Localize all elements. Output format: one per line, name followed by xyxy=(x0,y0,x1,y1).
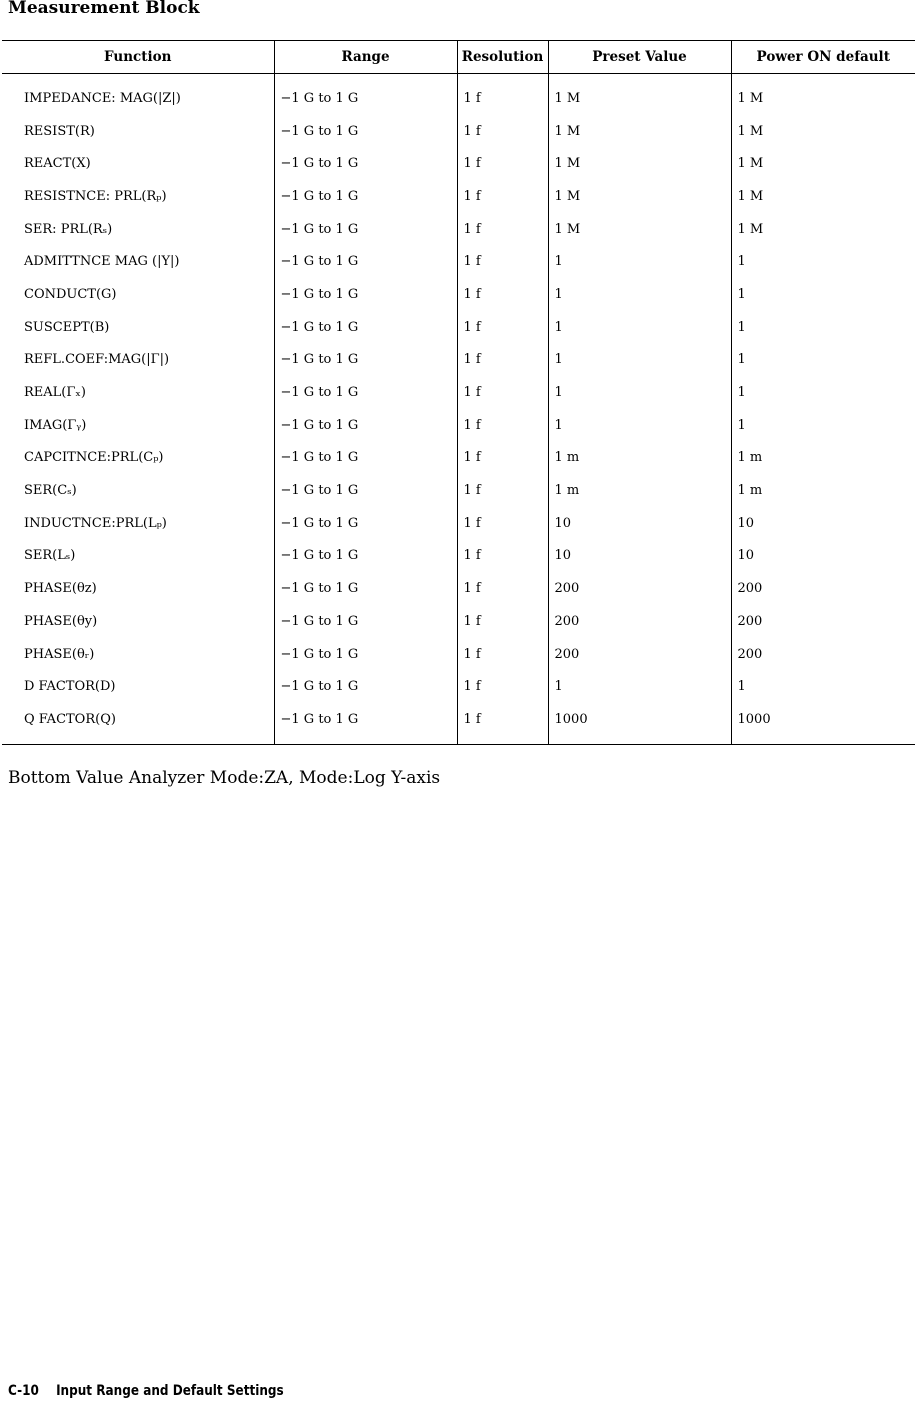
function-cell: RESIST(R) xyxy=(24,123,95,139)
table-row xyxy=(2,474,915,507)
table-row xyxy=(2,703,915,744)
range-cell: −1 G to 1 G xyxy=(274,278,457,311)
preset-value-cell: 1 xyxy=(548,245,731,278)
resolution-cell: 1 f xyxy=(457,572,548,605)
power-on-default-cell: 1 xyxy=(731,376,915,409)
resolution-cell: 1 f xyxy=(457,442,548,475)
column-header-function: Function xyxy=(2,41,274,74)
table-header-row xyxy=(2,41,915,74)
function-cell: PHASE(θᵣ) xyxy=(24,646,95,662)
column-header-resolution: Resolution xyxy=(457,41,548,74)
function-cell: INDUCTNCE:PRL(Lₚ) xyxy=(24,515,167,531)
range-cell: −1 G to 1 G xyxy=(274,147,457,180)
column-header-power-on-default: Power ON default xyxy=(731,41,915,74)
preset-value-cell: 1000 xyxy=(548,703,731,744)
range-cell: −1 G to 1 G xyxy=(274,638,457,671)
resolution-cell: 1 f xyxy=(457,147,548,180)
range-cell: −1 G to 1 G xyxy=(274,213,457,246)
page-footer xyxy=(8,1383,284,1399)
resolution-cell: 1 f xyxy=(457,638,548,671)
power-on-default-cell: 1 xyxy=(731,245,915,278)
table-row xyxy=(2,311,915,344)
function-cell: SER: PRL(Rₛ) xyxy=(24,221,113,237)
bottom-value-note: Bottom Value Analyzer Mode:ZA, Mode:Log Y-axis xyxy=(8,768,441,788)
range-cell: −1 G to 1 G xyxy=(274,74,457,115)
power-on-default-cell: 1 xyxy=(731,278,915,311)
resolution-cell: 1 f xyxy=(457,703,548,744)
function-cell: ADMITTNCE MAG (|Y|) xyxy=(24,254,180,270)
power-on-default-cell: 1000 xyxy=(731,703,915,744)
table-row xyxy=(2,540,915,573)
preset-value-cell: 1 M xyxy=(548,115,731,148)
function-cell: SUSCEPT(B) xyxy=(24,319,110,335)
section-title: Measurement Block xyxy=(8,0,200,18)
function-cell: CONDUCT(G) xyxy=(24,286,117,302)
range-cell: −1 G to 1 G xyxy=(274,442,457,475)
range-cell: −1 G to 1 G xyxy=(274,376,457,409)
power-on-default-cell: 1 M xyxy=(731,213,915,246)
range-cell: −1 G to 1 G xyxy=(274,409,457,442)
function-cell: PHASE(θz) xyxy=(24,581,97,597)
power-on-default-cell: 200 xyxy=(731,572,915,605)
preset-value-cell: 1 xyxy=(548,376,731,409)
power-on-default-cell: 10 xyxy=(731,507,915,540)
power-on-default-cell: 1 xyxy=(731,311,915,344)
function-cell: IMAG(Γᵧ) xyxy=(24,417,87,433)
preset-value-cell: 200 xyxy=(548,572,731,605)
range-cell: −1 G to 1 G xyxy=(274,703,457,744)
resolution-cell: 1 f xyxy=(457,507,548,540)
resolution-cell: 1 f xyxy=(457,670,548,703)
range-cell: −1 G to 1 G xyxy=(274,605,457,638)
chapter-title: Input Range and Default Settings xyxy=(56,1383,284,1399)
table-row xyxy=(2,245,915,278)
table-row xyxy=(2,74,915,115)
resolution-cell: 1 f xyxy=(457,311,548,344)
table-row xyxy=(2,213,915,246)
preset-value-cell: 1 M xyxy=(548,74,731,115)
power-on-default-cell: 1 xyxy=(731,670,915,703)
preset-value-cell: 1 M xyxy=(548,180,731,213)
function-cell: REAL(Γₓ) xyxy=(24,385,86,401)
preset-value-cell: 1 xyxy=(548,344,731,377)
function-cell: SER(Cₛ) xyxy=(24,483,77,499)
range-cell: −1 G to 1 G xyxy=(274,474,457,507)
table-row xyxy=(2,115,915,148)
resolution-cell: 1 f xyxy=(457,540,548,573)
table-row xyxy=(2,638,915,671)
resolution-cell: 1 f xyxy=(457,278,548,311)
range-cell: −1 G to 1 G xyxy=(274,507,457,540)
power-on-default-cell: 1 M xyxy=(731,180,915,213)
table-row xyxy=(2,147,915,180)
resolution-cell: 1 f xyxy=(457,180,548,213)
range-cell: −1 G to 1 G xyxy=(274,115,457,148)
power-on-default-cell: 10 xyxy=(731,540,915,573)
function-cell: REACT(X) xyxy=(24,156,91,172)
power-on-default-cell: 1 m xyxy=(731,474,915,507)
resolution-cell: 1 f xyxy=(457,245,548,278)
power-on-default-cell: 200 xyxy=(731,605,915,638)
table-row xyxy=(2,572,915,605)
range-cell: −1 G to 1 G xyxy=(274,245,457,278)
resolution-cell: 1 f xyxy=(457,213,548,246)
range-cell: −1 G to 1 G xyxy=(274,572,457,605)
preset-value-cell: 1 xyxy=(548,409,731,442)
resolution-cell: 1 f xyxy=(457,74,548,115)
table-row xyxy=(2,442,915,475)
preset-value-cell: 10 xyxy=(548,507,731,540)
table-row xyxy=(2,376,915,409)
preset-value-cell: 1 xyxy=(548,311,731,344)
column-header-range: Range xyxy=(274,41,457,74)
table-row xyxy=(2,344,915,377)
resolution-cell: 1 f xyxy=(457,605,548,638)
resolution-cell: 1 f xyxy=(457,376,548,409)
power-on-default-cell: 1 M xyxy=(731,115,915,148)
range-cell: −1 G to 1 G xyxy=(274,344,457,377)
function-cell: SER(Lₛ) xyxy=(24,548,76,564)
function-cell: RESISTNCE: PRL(Rₚ) xyxy=(24,188,167,204)
table-row xyxy=(2,180,915,213)
preset-value-cell: 200 xyxy=(548,605,731,638)
preset-value-cell: 1 m xyxy=(548,474,731,507)
page-number: C-10 xyxy=(8,1383,39,1399)
function-cell: D FACTOR(D) xyxy=(24,679,116,695)
power-on-default-cell: 1 xyxy=(731,409,915,442)
preset-value-cell: 200 xyxy=(548,638,731,671)
table-row xyxy=(2,670,915,703)
resolution-cell: 1 f xyxy=(457,409,548,442)
preset-value-cell: 1 m xyxy=(548,442,731,475)
function-cell: CAPCITNCE:PRL(Cₚ) xyxy=(24,450,164,466)
power-on-default-cell: 200 xyxy=(731,638,915,671)
table-row xyxy=(2,507,915,540)
power-on-default-cell: 1 M xyxy=(731,147,915,180)
range-cell: −1 G to 1 G xyxy=(274,540,457,573)
column-header-preset-value: Preset Value xyxy=(548,41,731,74)
preset-value-cell: 1 M xyxy=(548,213,731,246)
resolution-cell: 1 f xyxy=(457,115,548,148)
power-on-default-cell: 1 xyxy=(731,344,915,377)
power-on-default-cell: 1 m xyxy=(731,442,915,475)
table-row xyxy=(2,605,915,638)
table-row xyxy=(2,278,915,311)
preset-value-cell: 1 xyxy=(548,278,731,311)
range-cell: −1 G to 1 G xyxy=(274,311,457,344)
resolution-cell: 1 f xyxy=(457,474,548,507)
function-cell: IMPEDANCE: MAG(|Z|) xyxy=(24,90,181,106)
function-cell: Q FACTOR(Q) xyxy=(24,711,116,727)
resolution-cell: 1 f xyxy=(457,344,548,377)
measurement-block-table xyxy=(2,40,915,745)
range-cell: −1 G to 1 G xyxy=(274,670,457,703)
preset-value-cell: 10 xyxy=(548,540,731,573)
power-on-default-cell: 1 M xyxy=(731,74,915,115)
preset-value-cell: 1 xyxy=(548,670,731,703)
preset-value-cell: 1 M xyxy=(548,147,731,180)
table-row xyxy=(2,409,915,442)
function-cell: PHASE(θy) xyxy=(24,613,98,629)
range-cell: −1 G to 1 G xyxy=(274,180,457,213)
function-cell: REFL.COEF:MAG(|Γ|) xyxy=(24,352,170,368)
